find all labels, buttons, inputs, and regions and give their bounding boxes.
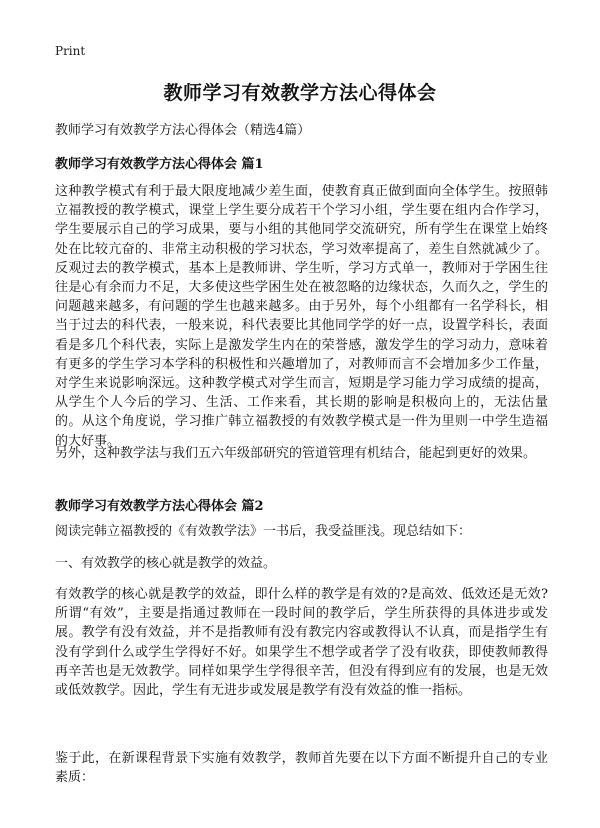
section-2-paragraph-2: 一、有效教学的核心就是教学的效益。 <box>55 556 277 571</box>
print-label[interactable]: Print <box>55 44 86 58</box>
section-2-title: 教师学习有效教学方法心得体会 篇2 <box>55 499 264 514</box>
section-2-paragraph-3: 有效教学的核心就是教学的效益，即什么样的教学是有效的?是高效、低效还是无效?所谓“有效”，主要是指通过教师在一段时间的教学后，学生所获得的具体进步或发展。教学有没有效益，并不是指教师有没有教完内容或教得认不认真，而是指学生有没有学到什么或学生学得好不好。如果学生不想学或者学了没有收获，即使教师教得再辛苦也是无效教学。同样如果学生学得很辛苦，但没有得到应有的发展，也是无效或低效教学。因此，学生有无进步或发展是教学有没有效益的惟一指标。 <box>55 587 548 699</box>
document-subtitle: 教师学习有效教学方法心得体会（精选4篇） <box>55 123 311 138</box>
section-1-paragraph-1: 这种教学模式有利于最大限度地减少差生面，使教育真正做到面向全体学生。按照韩立福教授的教学模式，课堂上学生要分成若干个学习小组，学生要在组内合作学习，学生要展示自己的学习成果，要与小组的其他同学交流研究，所有学生在课堂上始终处在比较亢奋的、非常主动积极的学习状态，学习效率提高了，差生自然就减少了。反观过去的教学模式，基本上是教师讲、学生听，学习方式单一，教师对于学困生往往是心有余而力不足，大多使这些学困生处在被忽略的边缘状态，久而久之，学生的问题越来越多，有问题的学生也越来越多。由于另外，每个小组都有一名学科长，相当于过去的科代表，一般来说，科代表要比其他同学学的好一点，设置学科长，表面看是多几个科代表，实际上是激发学生内在的荣誉感，激发学生的学习动力，意味着有更多的学生学习本学科的积极性和兴趣增加了，对教师而言不会增加多少工作量，对学生来说影响深远。这种教学模式对学生而言，短期是学习能力学习成绩的提高，从学生个人今后的学习、生活、工作来看，其长期的影响是积极向上的，无法估量的。从这个角度说，学习推广韩立福教授的有效教学模式是一件为里则一中学生造福的大好事。 <box>55 184 548 449</box>
section-2-paragraph-4: 鉴于此，在新课程背景下实施有效教学，教师首先要在以下方面不断提升自己的专业素质： <box>55 751 548 786</box>
document-title: 教师学习有效教学方法心得体会 <box>163 82 437 104</box>
section-2-paragraph-1: 阅读完韩立福教授的《有效教学法》一书后，我受益匪浅。现总结如下： <box>55 524 472 539</box>
section-1-paragraph-2: 另外，这种教学法与我们五六年级部研究的管道管理有机结合，能起到更好的效果。 <box>55 446 537 461</box>
section-1-title: 教师学习有效教学方法心得体会 篇1 <box>55 157 264 172</box>
